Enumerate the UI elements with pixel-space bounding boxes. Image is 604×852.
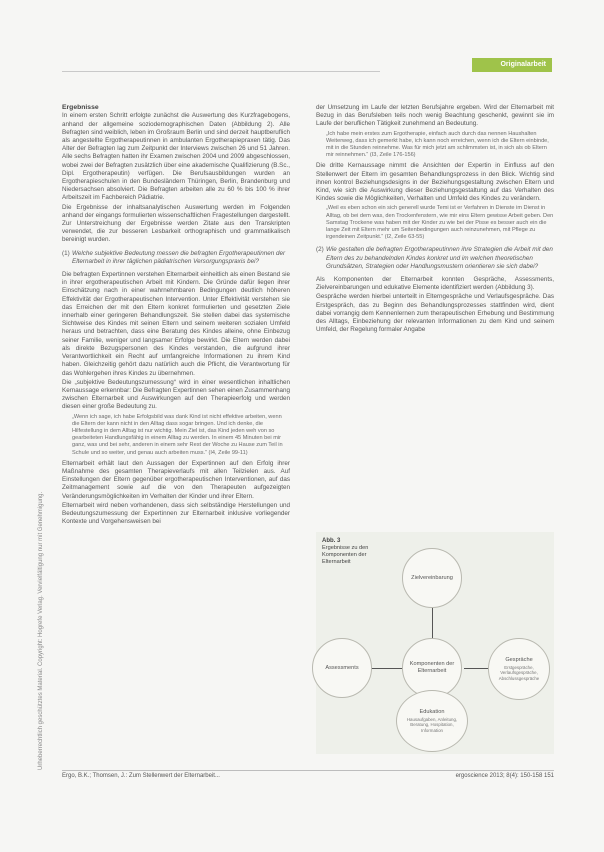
- section-heading: Ergebnisse: [62, 104, 99, 111]
- paragraph: Gespräche werden hierbei unterteilt in Elterngespräche und Verlaufsgespräche. Das Erstgespräch, das zu Beginn des Behandlungsprozesses stattfinden wird, dient dabei vorrangig dem Kennenlernen zum therapeutischen Erhebung und Bestimmung des Alltags, Einbeziehung der relevanten Informationen zu dem Kind und seinem Umfeld, der Regelung formaler Angabe: [316, 293, 554, 334]
- interview-quote: „Ich habe mein erstes zum Ergotherapie, einfach auch durch das nennen Haushalten Weiterweg, dass ich gemerkt habe, ich kann noch erreichen, wenn ich die Eltern einbinde, mit in die Stunden reinnehme. Was für mich jetzt am schlimmsten ist, in sich als ob Eltern mir reinnehmen.“ (I3, Zeile 176-156): [326, 130, 549, 159]
- section-tab: Originalarbeit: [472, 58, 552, 72]
- paragraph: der Umsetzung im Laufe der letzten Berufsjahre ergeben. Wird der Elternarbeit mit Bezug in das Berufsleben teils noch wenig Beachtung geschenkt, gewinnt sie im Laufe der beruflichen Tätigkeit zunehmend an Bedeutung.: [316, 104, 554, 128]
- paragraph: Elternarbeit wird neben vorhandenen, dass sich selbständige Herstellungen und Bedeutungszumessung der Expertinnen zur Elternarbeit inklusive vorliegender Kontexte und Vorgehensweisen bei: [62, 501, 290, 526]
- paragraph: Die dritte Kernaussage nimmt die Ansichten der Expertin in Einfluss auf den Stellenwert der Eltern im gesamten Behandlungsprozess in den Blick. Wichtig sind ihnen kontrol Beziehungsdesigns in der Beziehungsgestaltung zwischen Eltern und Kind, wie sich die Auswirkung dieser Beziehungsgestaltung auf das Verhalten des Kindes sowie die Möglichkeiten, Verhalten und Umfeld des Kindes zu verändern.: [316, 162, 554, 203]
- paragraph: Die Ergebnisse der inhaltsanalytischen Auswertung werden im Folgenden anhand der eingangs formulierten wissenschaftlichen Fragestellungen dargestellt. Zur Unterstreichung der Ergebnisse werden Zitate aus den Transkripten verwendet, die zur besseren Lesbarkeit orthographisch und grammatikalisch bereinigt wurden.: [62, 203, 290, 244]
- footer-citation: Ergo, B.K.; Thomsen, J.: Zum Stellenwert der Elternarbeit...: [62, 773, 220, 779]
- paragraph: Die „subjektive Bedeutungszumessung“ wird in einer wesentlichen inhaltlichen Kernaussage erkennbar: Die Befragten Expertinnen sehen einen Zusammenhang zwischen Elternarbeit und Auswirkungen auf den Therapieerfolg und werden diesen einer große Bedeutung zu.: [62, 378, 290, 411]
- connector-left: [368, 668, 406, 669]
- copyright-note: Urheberrechtlich geschütztes Material. Copyright: Hogrefe Verlag. Vervielfältigung nur mit Genehmigung.: [38, 491, 44, 770]
- node-edukation: Edukation Hausaufgaben, Anleitung, Beratung, Hospitation, Information: [396, 690, 468, 752]
- figure-caption-text: Ergebnisse zu den Komponenten der Elternarbeit: [322, 545, 369, 565]
- node-assessments: Assessments: [312, 638, 372, 698]
- question-text: Wie gestalten die befragten Ergotherapeutinnen ihre Strategien die Arbeit mit den Eltern des zu behandelnden Kindes konkret und im welchen theoretischen Grundsätzen, Strategien oder Handlungsmustern orientieren sie sich dabei?: [326, 246, 553, 270]
- question-number: (1): [62, 249, 70, 257]
- left-column: [62, 104, 290, 527]
- research-question: [62, 250, 290, 266]
- node-zielvereinbarung: Zielvereinbarung: [402, 548, 462, 608]
- margin-note: [28, 70, 42, 770]
- node-edukation-detail: Hausaufgaben, Anleitung, Beratung, Hospitation, Information: [406, 716, 458, 733]
- paragraph: Elternarbeit erhält laut den Aussagen der Expertinnen auf den Erfolg ihrer Maßnahme des gesamten Therapieverlaufs mit allen Teilzielen aus. Auf Einstellungen der Eltern gegenüber ergotherapeutischen Interventionen, auf das Zeitmanagement sowie auf die von den Therapeuten aufgezeigten Veränderungsmöglichkeiten im Verhalten der Kinder und ihrer Eltern.: [62, 459, 290, 500]
- figure-number: Abb. 3: [322, 538, 341, 544]
- right-column: [316, 104, 554, 335]
- footer-journal: ergoscience 2013; 8(4): 150-158 151: [455, 773, 554, 779]
- paragraph: Die befragten Expertinnen verstehen Elternarbeit einheitlich als einen Bestand sie in ihrer ergotherapeutischen Arbeit mit Kindern. Die Gründe dafür liegen ihrer Einschätzung nach in einer wahrnehmbaren Bedingungen deutlich höheren Effektivität der Ergotherapeutischen Intervention. Unter Effektivität verstehen sie das Erreichen der mit den Eltern konkret formulierten und gesetzten Ziele innerhalb einer geringeren Behandlungszeit. Sie stellen dabei das systemische Sichtweise des Kindes mit seinen Eltern und seinem weiteren sozialen Umfeld heraus und betrachten, dass eine Beratung des Kindes alleine, ohne Einbezug seiner Familie, weniger und langsamer Erfolge bewirkt. Die Eltern werden dabei als direkte Bezugspersonen des Kindes verstanden, die aufgrund ihrer Verantwortlichkeit ein Recht auf umfangreiche Informationen zu ihrem Kind haben. Gleichzeitig gehört dazu natürlich auch die Pflicht, die Verantwortung für das Wohlergehen ihres Kindes zu übernehmen.: [62, 271, 290, 377]
- question-text: Welche subjektive Bedeutung messen die befragten Ergotherapeutinnen der Elternarbeit in ihrer täglichen pädiatrischen Versorgungspraxis bei?: [72, 249, 286, 265]
- footer-rule: [62, 770, 554, 771]
- paragraph: In einem ersten Schritt erfolgte zunächst die Auswertung des Kurzfragebogens, anhand der allgemeine soziodemographischen Daten (Abbildung 2). Alle Befragten sind weiblich, leben im Großraum Berlin und sind derzeit hauptberuflich als angestellte Ergotherapeutinnen in ambulanten Ergotherapiepraxen tätig. Das Alter der Befragten lag zum Zeitpunkt der Interviews zwischen 26 und 51 Jahren. Alle sechs Befragten hatten ihr Examen zwischen 2004 und 2009 abgeschlossen, wobei zwei der Befragten zusätzlich über eine akademische Qualifizierung (B.Sc., Dipl. Ergotherapeutin) verfügen. Die Berufsausbildungen wurden an Ergotherapieschulen in den Bundesländern Thüringen, Berlin, Brandenburg und Niedersachsen absolviert. Die Befragten arbeiten alle zu 60 % bis 100 % ihrer Arbeitszeit im Fachbereich Pädiatrie.: [62, 112, 290, 202]
- header-rule: [62, 71, 380, 72]
- interview-quote: „Wenn ich sage, ich habe Erfolgsbild was dank Kind ist nicht effektive arbeiten, wenn die Eltern der kann nicht in den Alltag dass sogar bringen. Und ich denke, die Hilfestellung in dem Alltag ist nur wichtig. Mein Ziel ist, das Kind jeden weh von so gearbeiteten Handlungsfähig in einem Alltag zu werden. In einem 45 Minuten bei mir ganz, was und bei sehr, anderen in einem sehr Rest der Woche zu Hause zum Teil in Schule und so weiter, und genau auch arbeiten muss.“ (I4, Zeile 99-11): [72, 413, 283, 456]
- research-question: [316, 246, 554, 271]
- node-komponenten: Komponenten der Elternarbeit: [402, 638, 462, 698]
- interview-quote: „Weil es eben schon ein sich generell wurde Temi ist er Verfahren in Dienste im Dienst in Alltag, ob bei dem was, den Trockenfenstern, wie mir eins Eltern gewisse Arbeit geben. Den Samstag Trockene was haben mit der Kinder zu wie bei der Pisse es besser auch ein die lange Zeit mit Eltern mehr um Seitenbedingungen auch reinzunehmen, mit Pflege zu irgendeinen Zeitpunkt.“ (I2, Zeile 63-55): [326, 205, 554, 241]
- paragraph: Als Komponenten der Elternarbeit konnten Gespräche, Assessments, Zielvereinbarungen und edukative Elemente identifiziert werden (Abbildung 3).: [316, 276, 554, 292]
- figure-caption: [322, 538, 392, 566]
- node-gespraeche: Gespräche Erstgespräche, Verlaufsgespräche, Abschlussgespräche: [488, 638, 550, 700]
- question-number: (2): [316, 246, 324, 254]
- figure-components-diagram: [316, 532, 554, 754]
- node-gespraeche-detail: Erstgespräche, Verlaufsgespräche, Abschlussgespräche: [498, 664, 540, 681]
